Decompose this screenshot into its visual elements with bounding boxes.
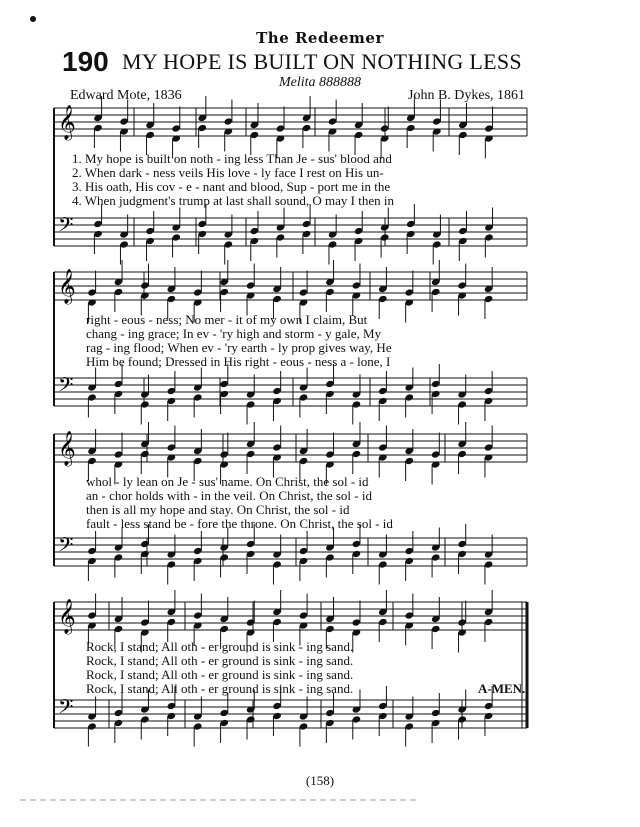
lyric-line: 4. When judgment's trump at last shall sound, O may I then in [72,193,395,208]
lyric-line: Rock, I stand; All oth - er ground is sink - ing sand. [86,639,354,654]
lyric-line: an - chor holds with - in the veil. On Christ, the sol - id [86,488,372,503]
tune-name: Melita 888888 [278,75,362,90]
bass-clef: 𝄢 [58,533,74,561]
bass-clef: 𝄢 [58,373,74,401]
hymn-title: MY HOPE IS BUILT ON NOTHING LESS [122,49,522,74]
bass-clef: 𝄢 [58,213,74,241]
section-heading: The Redeemer [256,29,384,47]
treble-clef: 𝄞 [58,599,76,634]
page-number: (158) [305,773,335,788]
lyric-line: Rock, I stand; All oth - er ground is sink - ing sand. [86,667,354,682]
author-credit: Edward Mote, 1836 [70,88,182,103]
treble-clef: 𝄞 [58,105,76,140]
bass-clef: 𝄢 [58,695,74,723]
lyric-line: 2. When dark - ness veils His love - ly face I rest on His un- [72,165,384,180]
lyric-line: Rock, I stand; All oth - er ground is sink - ing sand. [86,653,354,668]
lyric-line: 3. His oath, His cov - e - nant and blood, Sup - port me in the [72,179,391,194]
amen-text: A-MEN. [478,681,526,696]
treble-clef: 𝄞 [58,431,76,466]
composer-credit: John B. Dykes, 1861 [408,88,526,103]
lyric-line: chang - ing grace; In ev - 'ry high and storm - y gale, My [86,326,382,341]
lyric-line: then is all my hope and stay. On Christ, the sol - id [86,502,350,517]
hymn-number: 190 [62,46,109,77]
lyric-line: right - eous - ness; No mer - it of my own I claim, But [86,312,368,327]
lyric-line: Him be found; Dressed in His right - eous - ness a - lone, I [86,354,391,369]
lyric-line: whol - ly lean on Je - sus' name. On Christ, the sol - id [86,474,369,489]
lyric-line: fault - less stand be - fore the throne. On Christ, the sol - id [86,516,393,531]
lyric-line: Rock, I stand; All oth - er ground is sink - ing sand. [86,681,354,696]
lyric-line: 1. My hope is built on noth - ing less Than Je - sus' blood and [72,151,392,166]
treble-clef: 𝄞 [58,269,76,304]
lyric-line: rag - ing flood; When ev - 'ry earth - ly prop gives way, He [86,340,392,355]
